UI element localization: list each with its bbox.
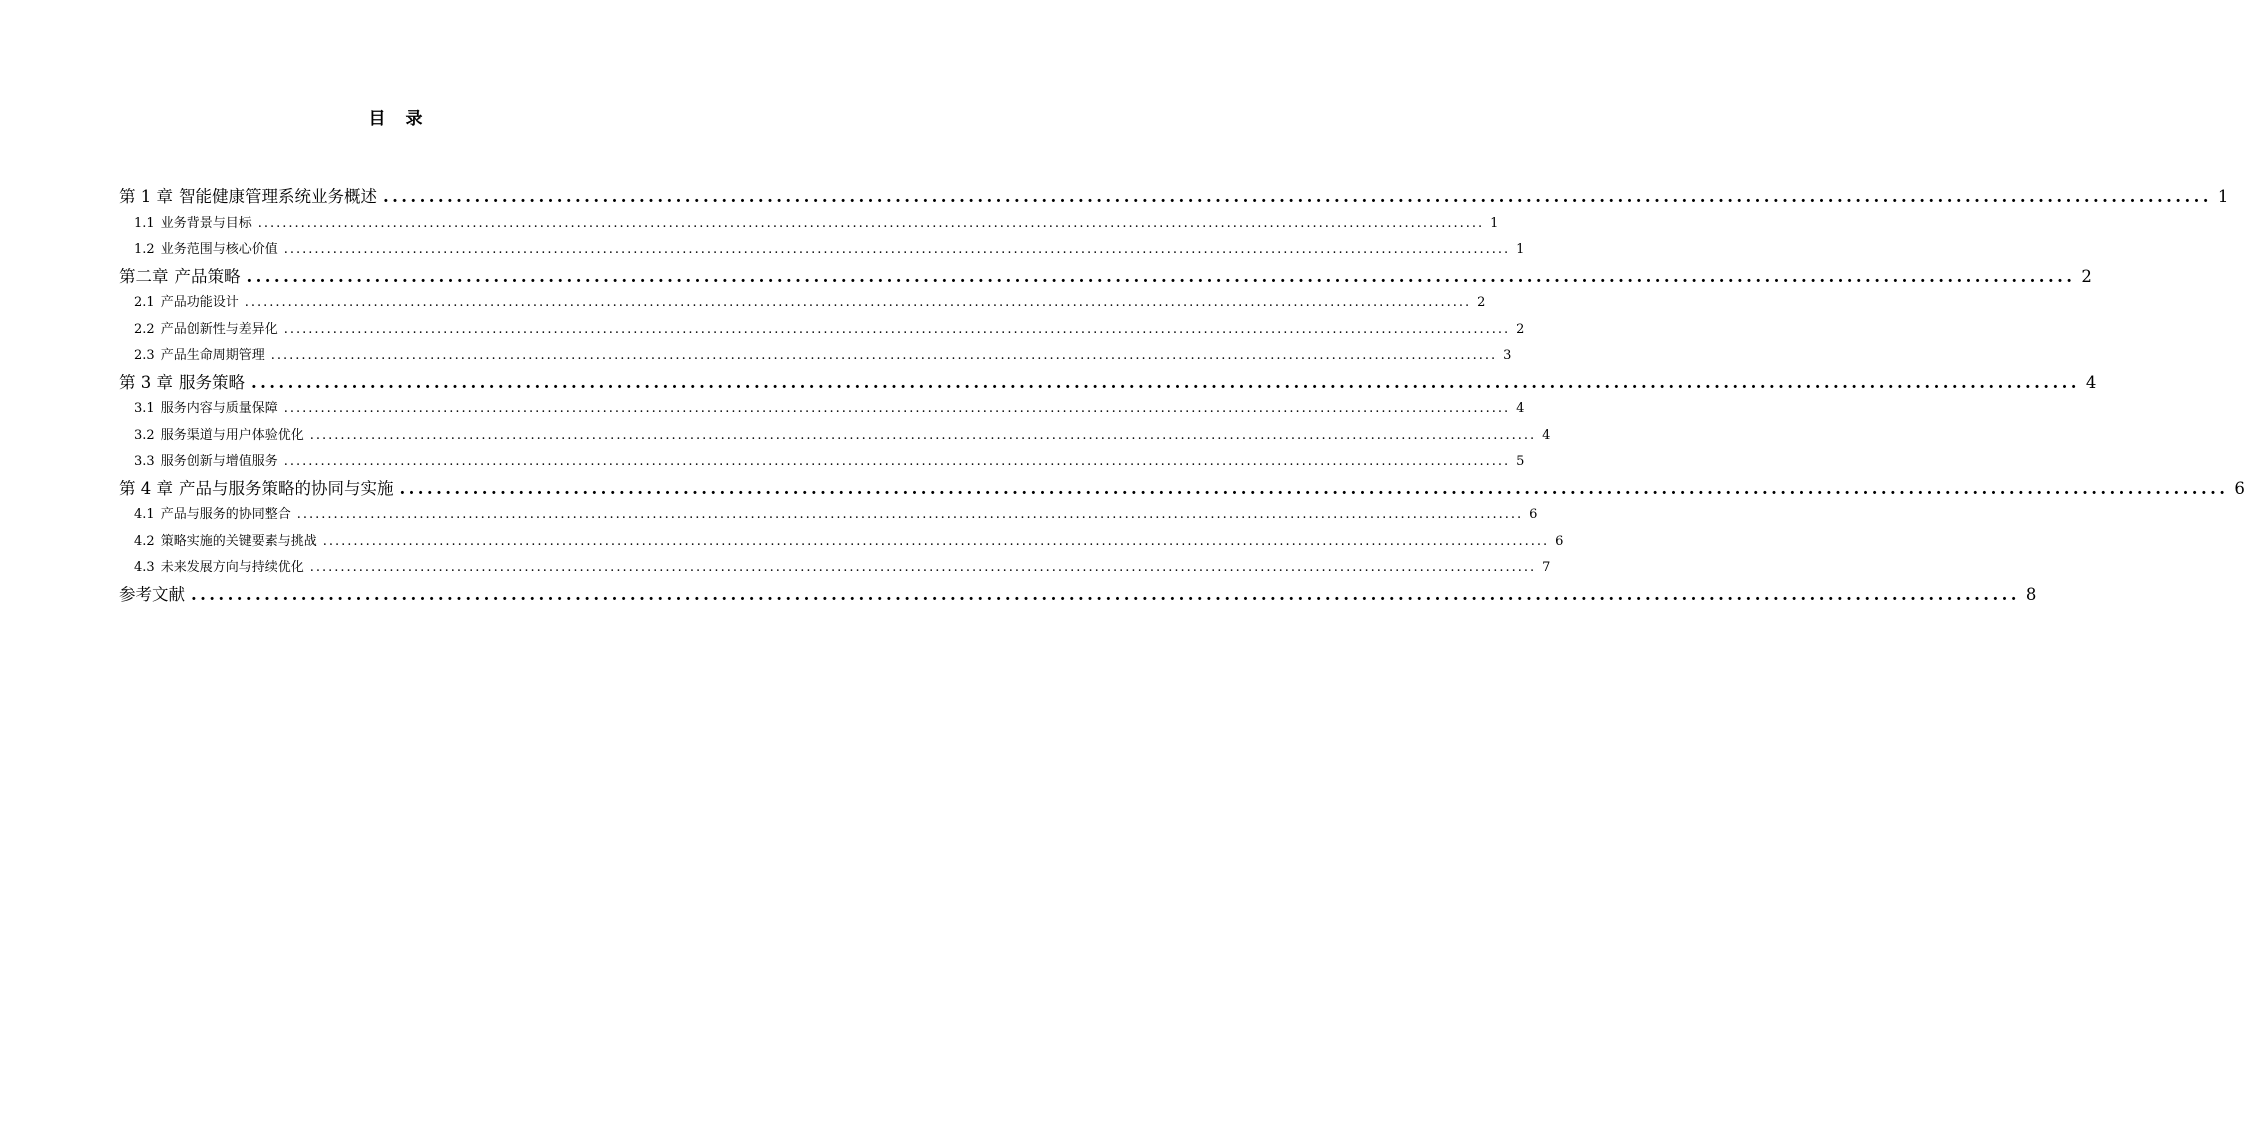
toc-heading-right: 录 [405, 109, 425, 129]
toc-entry-number: 第 4 章 [119, 478, 173, 498]
toc-entry-number: 4.2 [134, 533, 155, 549]
toc-entry-page-number: 5 [1516, 454, 1525, 469]
dot-leader: ........................................................................................................................................................................................................ [309, 560, 1537, 575]
toc-entry-title: 未来发展方向与持续优化 [160, 560, 304, 575]
toc-entry-title: 业务范围与核心价值 [160, 242, 278, 257]
toc-section-entry[interactable] [119, 317, 1525, 344]
toc-entry-number: 4.1 [134, 507, 155, 522]
toc-entry-number: 3.3 [134, 454, 155, 469]
toc-entry-page-number: 3 [1503, 348, 1512, 363]
dot-leader: ........................................................................................................................................................................................................ [322, 533, 1550, 549]
toc-heading-left: 目 [368, 109, 388, 129]
toc-section-entry[interactable] [119, 502, 1538, 529]
toc-entry-page-number: 4 [1542, 427, 1551, 443]
toc-section-entry[interactable] [119, 396, 1525, 423]
toc-section-entry[interactable] [119, 529, 1564, 556]
toc-chapter-entry[interactable] [119, 370, 2097, 397]
toc-entry-title: 产品策略 [174, 266, 241, 286]
toc-entry-number: 4.3 [134, 560, 155, 575]
toc-entry-title: 策略实施的关键要素与挑战 [160, 533, 317, 549]
toc-entry-number: 第二章 [119, 266, 169, 286]
dot-leader: ........................................................................................................................................................................................................ [309, 427, 1537, 443]
toc-chapter-entry[interactable] [119, 264, 2092, 291]
toc-entry-page-number: 1 [1516, 242, 1525, 257]
toc-chapter-entry[interactable] [119, 582, 2037, 609]
toc-entry-number: 1.2 [134, 242, 155, 257]
toc-entry-page-number: 1 [2217, 187, 2229, 206]
dot-leader: ........................................................................................................................................................................................................ [283, 401, 1511, 416]
toc-entry-page-number: 4 [1516, 401, 1525, 416]
toc-section-entry[interactable] [119, 423, 1551, 450]
toc-entry-title: 服务渠道与用户体验优化 [160, 427, 304, 443]
toc-entry-number: 3.1 [134, 401, 155, 416]
toc-entry-page-number: 7 [1542, 560, 1551, 575]
dot-leader: ........................................................................................................................................................................................................ [296, 507, 1524, 522]
toc-section-entry[interactable] [119, 211, 1499, 238]
toc-entry-title: 产品创新性与差异化 [160, 321, 278, 337]
toc-entry-page-number: 2 [1477, 295, 1486, 310]
toc-entry-title: 产品生命周期管理 [160, 348, 265, 363]
toc-chapter-entry[interactable] [119, 476, 2245, 503]
toc-section-entry[interactable] [119, 343, 1512, 370]
toc-entry-page-number: 6 [2234, 478, 2245, 498]
dot-leader: ........................................................................................................................................................................................................ [270, 348, 1498, 363]
toc-entry-title: 参考文献 [119, 584, 185, 604]
dot-leader: ........................................................................................................................................................................................................ [283, 242, 1511, 257]
toc-section-entry[interactable] [119, 290, 1486, 317]
toc-entry-title: 服务创新与增值服务 [160, 454, 278, 469]
toc-heading [0, 104, 793, 129]
toc-section-entry[interactable] [119, 237, 1525, 264]
toc-entry-title: 业务背景与目标 [160, 215, 252, 231]
toc-entry-number: 2.3 [134, 348, 155, 363]
toc-chapter-entry[interactable] [119, 184, 2229, 211]
toc-entry-number: 第 1 章 [119, 187, 173, 206]
dot-leader: ........................................................................................................................................................................................................ [246, 266, 2076, 286]
toc-entry-page-number: 6 [1529, 507, 1538, 522]
toc-section-entry[interactable] [119, 449, 1525, 476]
dot-leader: ........................................................................................................................................................................................................ [383, 187, 2212, 206]
toc-entry-page-number: 2 [1516, 321, 1525, 337]
dot-leader: ........................................................................................................................................................................................................ [283, 454, 1511, 469]
toc-entry-page-number: 2 [2081, 266, 2092, 286]
toc-entry-number: 2.1 [134, 295, 155, 310]
toc-entry-title: 服务内容与质量保障 [160, 401, 278, 416]
toc-entry-title: 智能健康管理系统业务概述 [179, 187, 377, 206]
table-of-contents [119, 184, 2245, 608]
toc-entry-number: 第 3 章 [119, 372, 173, 392]
dot-leader: ........................................................................................................................................................................................................ [244, 295, 1472, 310]
toc-entry-title: 服务策略 [179, 372, 245, 392]
dot-leader: ........................................................................................................................................................................................................ [251, 372, 2080, 392]
toc-entry-page-number: 6 [1555, 533, 1564, 549]
dot-leader: ........................................................................................................................................................................................................ [257, 215, 1485, 231]
toc-section-entry[interactable] [119, 555, 1551, 582]
toc-entry-page-number: 4 [2085, 372, 2097, 392]
dot-leader: ........................................................................................................................................................................................................ [283, 321, 1511, 337]
toc-entry-title: 产品与服务策略的协同与实施 [179, 478, 394, 498]
toc-entry-title: 产品功能设计 [160, 295, 239, 310]
dot-leader: ........................................................................................................................................................................................................ [191, 584, 2020, 604]
dot-leader: ........................................................................................................................................................................................................ [399, 478, 2229, 498]
toc-entry-title: 产品与服务的协同整合 [160, 507, 291, 522]
toc-entry-number: 1.1 [134, 215, 155, 231]
toc-entry-page-number: 8 [2025, 584, 2037, 604]
toc-entry-page-number: 1 [1490, 215, 1499, 231]
toc-entry-number: 3.2 [134, 427, 155, 443]
toc-entry-number: 2.2 [134, 321, 155, 337]
